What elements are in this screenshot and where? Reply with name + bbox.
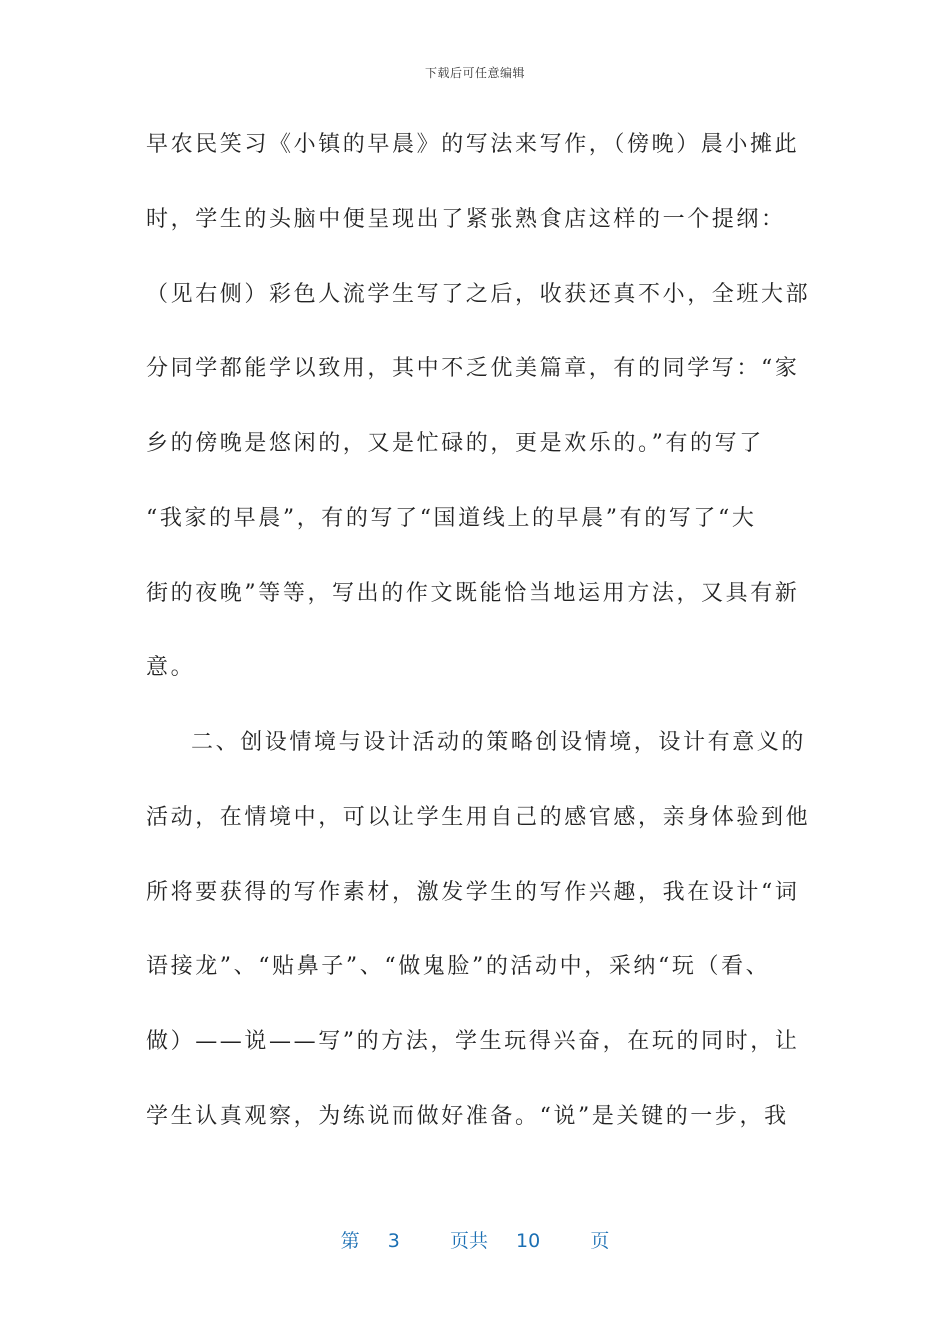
footer-prefix: 第: [340, 1230, 360, 1252]
text-line: 乡的傍晚是悠闲的，又是忙碌的，更是欢乐的。”有的写了: [146, 431, 764, 456]
text-line: 早农民笑习《小镇的早晨》的写法来写作，（傍晚）晨小摊此: [146, 132, 800, 157]
paragraph-start-line: 二、创设情境与设计活动的策略创设情境，设计有意义的: [191, 730, 807, 755]
text-line: 意。: [146, 655, 196, 680]
text-line: 所将要获得的写作素材，激发学生的写作兴趣，我在设计“词: [146, 880, 800, 905]
text-line: 做）——说——写”的方法，学生玩得兴奋，在玩的同时，让: [146, 1029, 800, 1054]
footer-middle: 页共: [449, 1230, 488, 1252]
text-line: 学生认真观察，为练说而做好准备。“说”是关键的一步，我: [146, 1104, 789, 1129]
text-line: 时，学生的头脑中便呈现出了紧张熟食店这样的一个提纲：: [146, 207, 786, 232]
page-header: 下载后可任意编辑: [424, 66, 525, 80]
text-line: （见右侧）彩色人流学生写了之后，收获还真不小，全班大部: [146, 282, 811, 307]
text-line: 分同学都能学以致用，其中不乏优美篇章，有的同学写：“家: [146, 356, 800, 381]
text-line: 活动，在情境中，可以让学生用自己的感官感，亲身体验到他: [146, 805, 811, 830]
footer-suffix: 页: [590, 1230, 610, 1252]
text-line: 语接龙”、“贴鼻子”、“做鬼脸”的活动中，采纳“玩（看、: [146, 954, 771, 979]
text-line: 街的夜晚”等等，写出的作文既能恰当地运用方法，又具有新: [146, 581, 800, 606]
current-page-number: 3: [387, 1230, 400, 1252]
text-line: “我家的早晨”，有的写了“国道线上的早晨”有的写了“大: [146, 506, 757, 531]
page-footer: [0, 1226, 950, 1253]
total-pages-number: 10: [516, 1230, 541, 1252]
